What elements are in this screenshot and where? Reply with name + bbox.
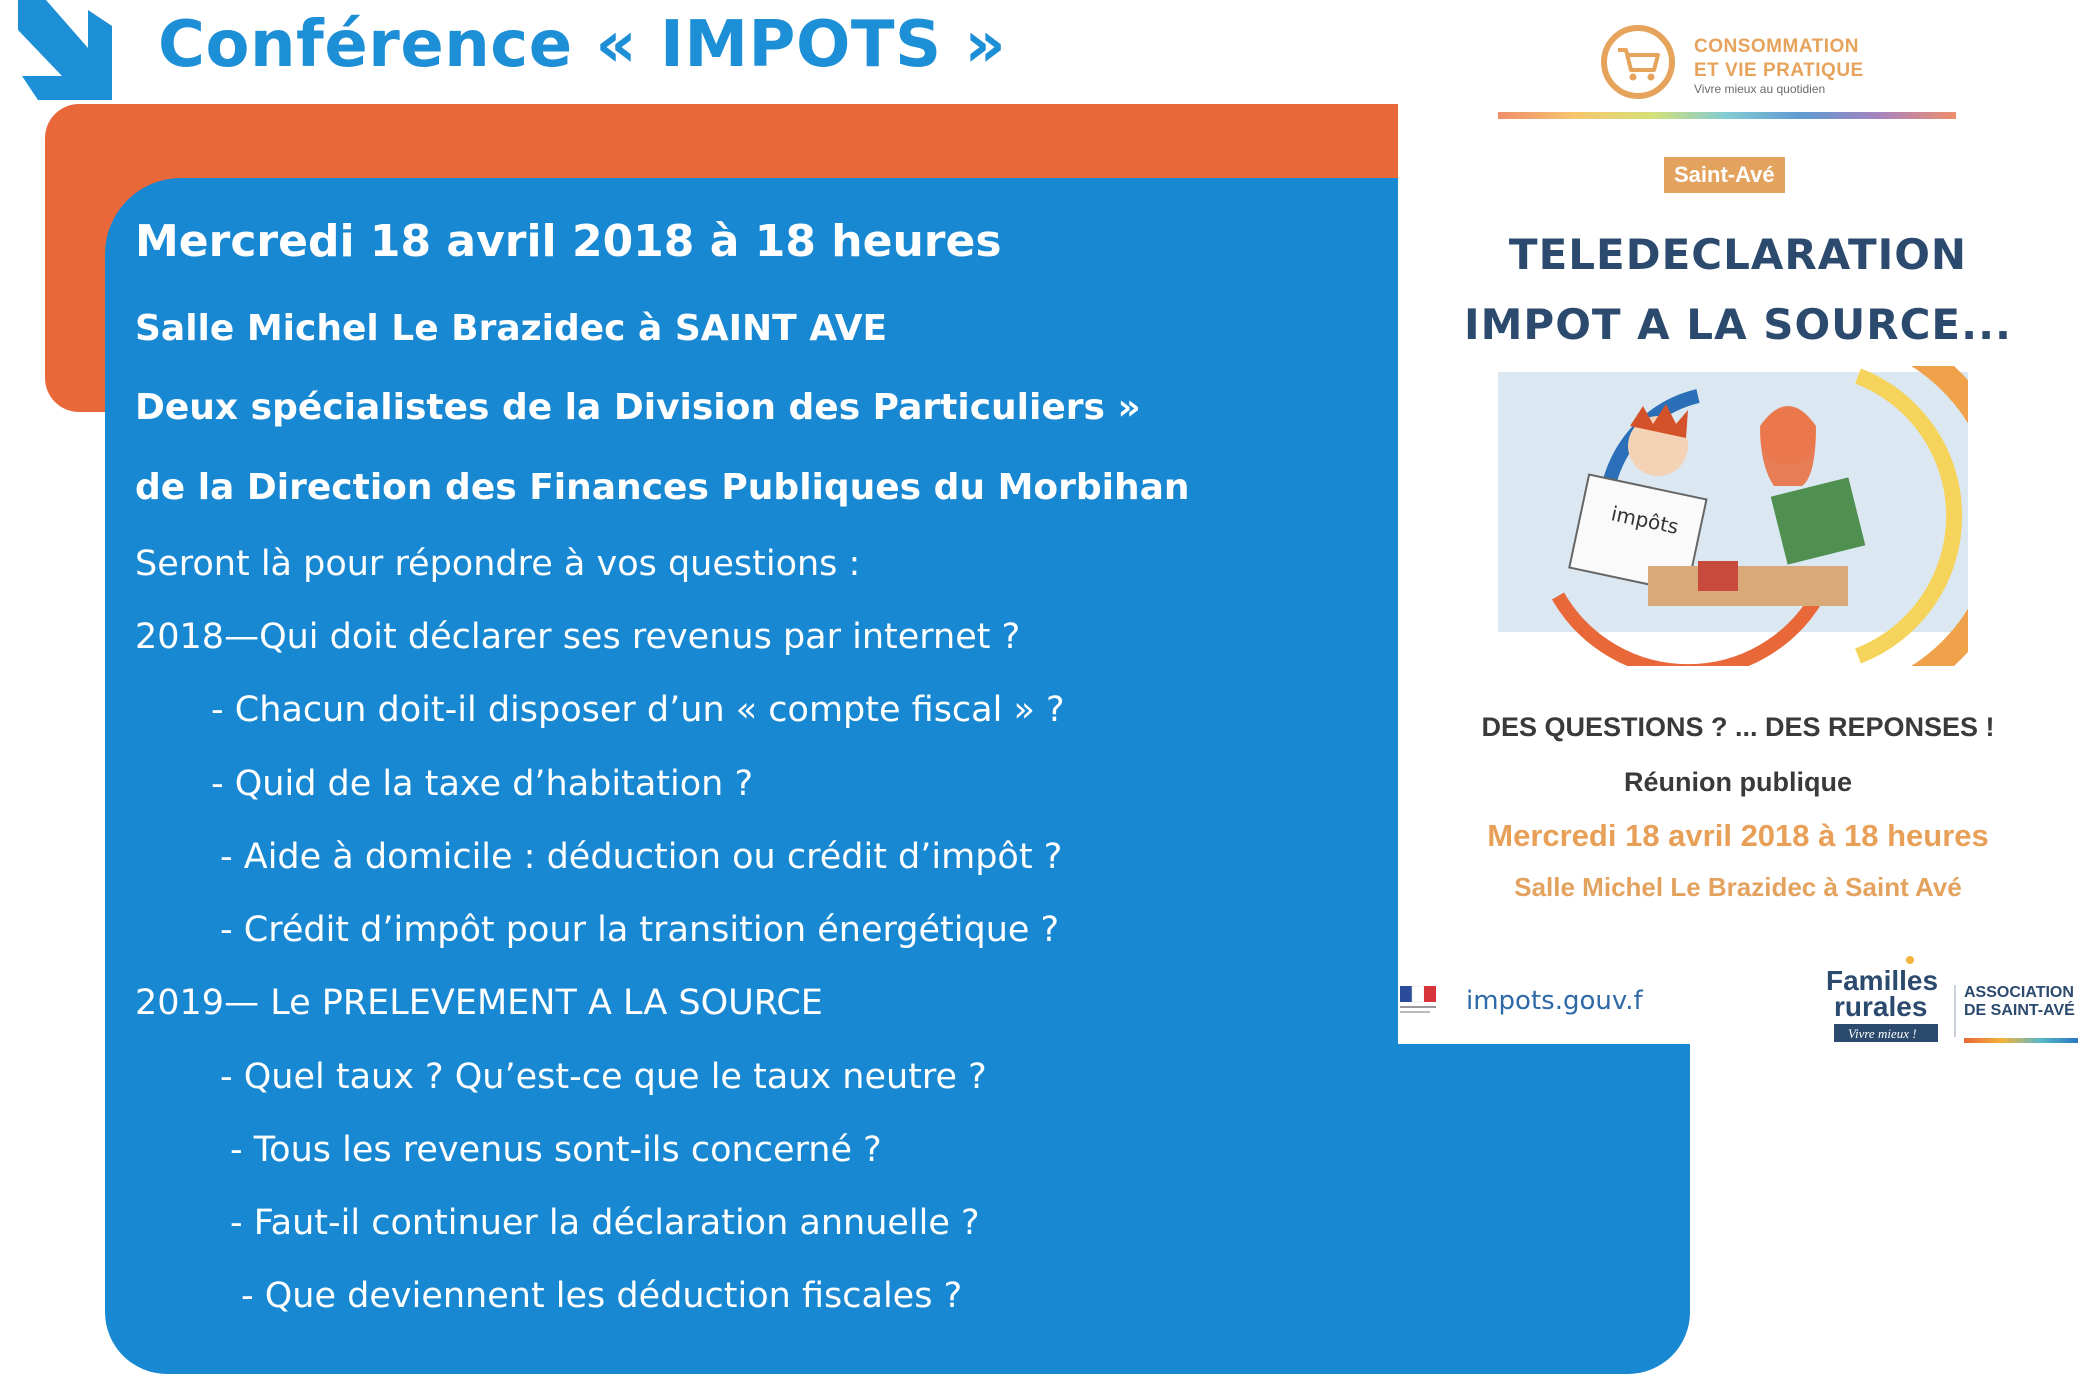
flyer-color-bar [1498,112,1956,119]
arrow-down-right-icon [12,0,112,100]
speakers-line-2: de la Direction des Finances Publiques du Morbihan [135,467,1190,508]
flyer-brand-line-1: CONSOMMATION [1694,36,1860,57]
flyer-brand-line-2: ET VIE PRATIQUE [1694,60,1864,81]
association-line-1: ASSOCIATION [1964,984,2074,1001]
list-item: - Chacun doit-il disposer d’un « compte fiscal » ? [211,690,1065,730]
flyer-place-badge: Saint-Avé [1664,157,1785,193]
svg-text:rurales: rurales [1834,991,1928,1022]
flyer-meeting: Réunion publique [1624,767,1852,797]
svg-text:Familles: Familles [1826,965,1939,996]
intro-text: Seront là pour répondre à vos questions : [135,544,861,584]
list-item: - Tous les revenus sont-ils concerné ? [230,1130,882,1170]
speakers-line-1: Deux spécialistes de la Division des Particuliers » [135,387,1141,428]
section-2018-heading: 2018—Qui doit déclarer ses revenus par internet ? [135,617,1021,657]
association-logo [1964,984,2075,1020]
list-item: - Crédit d’impôt pour la transition énergétique ? [220,910,1060,950]
event-date: Mercredi 18 avril 2018 à 18 heures [135,216,1002,267]
association-line-2: DE SAINT-AVÉ [1964,1002,2075,1019]
svg-text:Vivre mieux !: Vivre mieux ! [1848,1026,1917,1041]
list-item: - Que deviennent les déduction fiscales ? [241,1276,963,1316]
flyer-date: Mercredi 18 avril 2018 à 18 heures [1487,818,1989,853]
flyer-brand-tagline: Vivre mieux au quotidien [1694,82,1826,96]
marianne-logo [1400,982,1438,1020]
impots-gouv-logo: impots.gouv.f [1466,986,1643,1016]
flyer-headline-1: TELEDECLARATION [1508,230,1968,279]
list-item: - Aide à domicile : déduction ou crédit d’impôt ? [220,837,1063,877]
event-flyer [1398,0,2078,1044]
illustration-caption: impôts [1609,501,1681,539]
tax-illustration [1498,366,1968,666]
section-2019-heading: 2019— Le PRELEVEMENT A LA SOURCE [135,983,823,1023]
list-item: - Faut-il continuer la déclaration annuelle ? [230,1203,980,1243]
flyer-headline-2: IMPOT A LA SOURCE... [1464,300,2012,349]
list-item: - Quel taux ? Qu’est-ce que le taux neutre ? [220,1057,987,1097]
partner-divider [1954,985,1956,1037]
flyer-questions: DES QUESTIONS ? ... DES REPONSES ! [1481,712,1995,742]
page-title: Conférence « IMPOTS » [158,8,1007,82]
familles-rurales-logo [1826,952,1948,1044]
event-venue: Salle Michel Le Brazidec à SAINT AVE [135,308,888,349]
flyer-venue: Salle Michel Le Brazidec à Saint Avé [1514,872,1962,902]
shopping-cart-icon [1600,24,1676,100]
association-color-bar [1964,1038,2078,1043]
list-item: - Quid de la taxe d’habitation ? [211,764,754,804]
